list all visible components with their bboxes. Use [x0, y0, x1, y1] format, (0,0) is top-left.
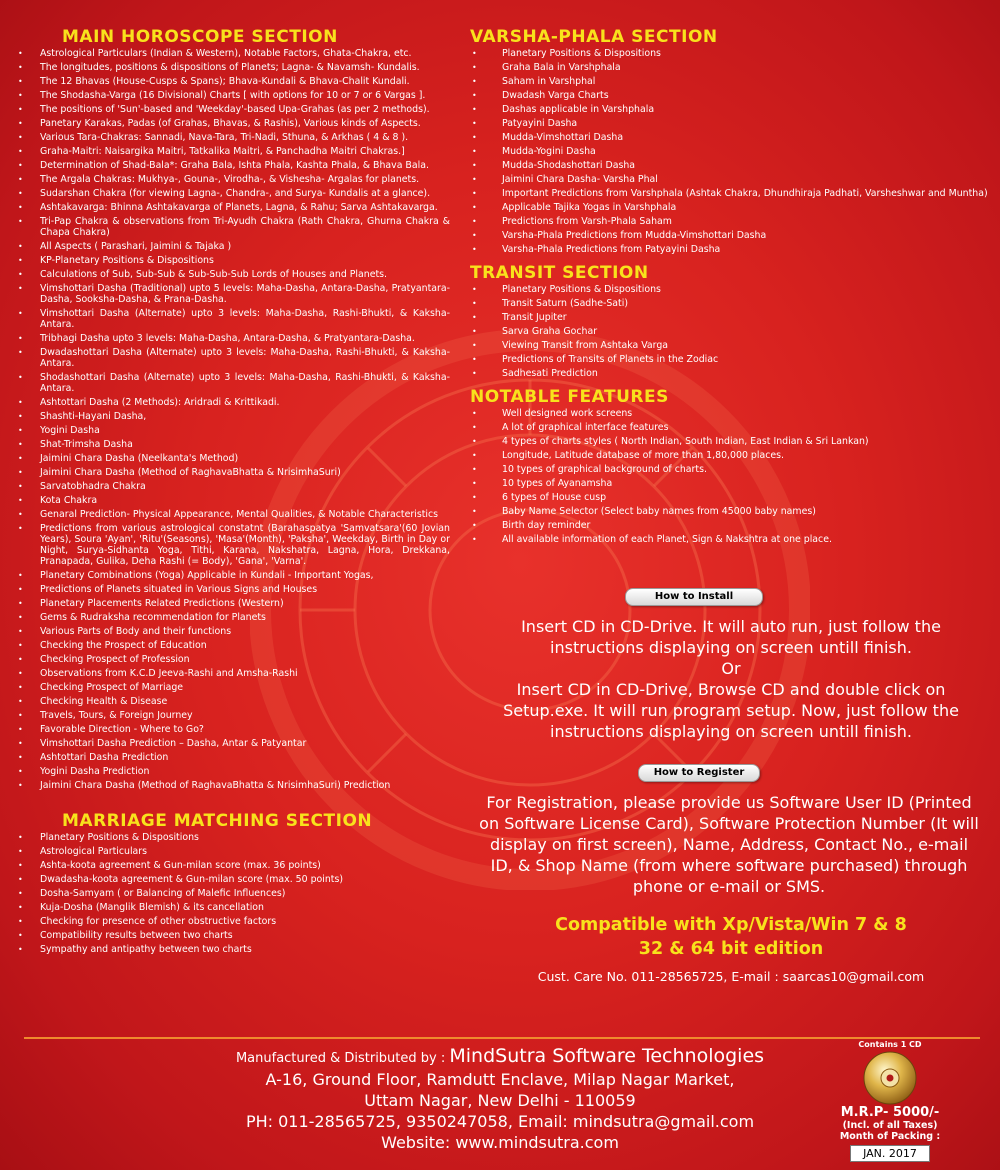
marriage-matching-item: • Kuja-Dosha (Manglik Blemish) & its cancellation: [14, 903, 450, 914]
compatibility-block: [470, 913, 992, 984]
marriage-matching-section: [14, 810, 450, 956]
main-horoscope-item: • Astrological Particulars (Indian & Western), Notable Factors, Ghata-Chakra, etc.: [14, 49, 450, 60]
address-line-2: Uttam Nagar, New Delhi - 110059: [364, 1091, 636, 1110]
notable-features-item: • 4 types of charts styles ( North Indian, South Indian, East Indian & Sri Lankan): [470, 437, 992, 448]
install-line-3: Insert CD in CD-Drive, Browse CD and double click on: [516, 680, 946, 700]
main-horoscope-item: • Various Tara-Chakras: Sannadi, Nava-Tara, Tri-Nadi, Sthuna, & Arkhas ( 4 & 8 ).: [14, 133, 450, 144]
main-horoscope-item: • Vimshottari Dasha (Traditional) upto 5 levels: Maha-Dasha, Antara-Dasha, Pratyantara-Dasha, Sooksha-Dasha, & Prana-Dasha.: [14, 284, 450, 306]
address-line-1: A-16, Ground Floor, Ramdutt Enclave, Milap Nagar Market,: [265, 1070, 735, 1089]
main-horoscope-item: • Vimshottari Dasha Prediction – Dasha, Antar & Patyantar: [14, 739, 450, 750]
main-horoscope-item: • Sarvatobhadra Chakra: [14, 482, 450, 493]
main-horoscope-item: • Planetary Placements Related Predictions (Western): [14, 599, 450, 610]
main-horoscope-item: • Checking Prospect of Marriage: [14, 683, 450, 694]
notable-features-item: • 6 types of House cusp: [470, 493, 992, 504]
marriage-matching-item: • Dwadasha-koota agreement & Gun-milan score (max. 50 points): [14, 875, 450, 886]
main-horoscope-section: [14, 26, 450, 792]
varsha-phala-item: • Mudda-Yogini Dasha: [470, 147, 992, 158]
main-horoscope-item: • Various Parts of Body and their functions: [14, 627, 450, 638]
main-horoscope-item: • Predictions of Planets situated in Various Signs and Houses: [14, 585, 450, 596]
install-line-1: Insert CD in CD-Drive. It will auto run, just follow the: [521, 617, 941, 637]
main-horoscope-item: • The positions of 'Sun'-based and 'Weekday'-based Upa-Grahas (as per 2 methods).: [14, 105, 450, 116]
notable-features-item: • A lot of graphical interface features: [470, 423, 992, 434]
main-horoscope-item: • Jaimini Chara Dasha (Method of RaghavaBhatta & NrisimhaSuri): [14, 468, 450, 479]
varsha-phala-item: • Predictions from Varsh-Phala Saham: [470, 217, 992, 228]
website: Website: www.mindsutra.com: [381, 1133, 619, 1152]
main-horoscope-item: • KP-Planetary Positions & Dispositions: [14, 256, 450, 267]
marriage-matching-item: • Sympathy and antipathy between two charts: [14, 945, 450, 956]
varsha-phala-section: [470, 26, 992, 256]
transit-item: • Predictions of Transits of Planets in the Zodiac: [470, 355, 992, 366]
main-horoscope-item: • The Shodasha-Varga (16 Divisional) Charts [ with options for 10 or 7 or 6 Vargas ].: [14, 91, 450, 102]
footer-publisher: [160, 1046, 840, 1153]
varsha-phala-item: • Varsha-Phala Predictions from Patyayini Dasha: [470, 245, 992, 256]
main-horoscope-list: [14, 49, 450, 792]
varsha-phala-item: • Saham in Varshphal: [470, 77, 992, 88]
install-line-5: instructions displaying on screen untill finish.: [550, 722, 912, 742]
main-horoscope-item: • Observations from K.C.D Jeeva-Rashi and Amsha-Rashi: [14, 669, 450, 680]
main-horoscope-item: • Tribhagi Dasha upto 3 levels: Maha-Dasha, Antara-Dasha, & Pratyantara-Dasha.: [14, 334, 450, 345]
marriage-matching-item: • Compatibility results between two charts: [14, 931, 450, 942]
varsha-phala-item: • Jaimini Chara Dasha- Varsha Phal: [470, 175, 992, 186]
footer-divider: [24, 1037, 980, 1039]
compat-os: Compatible with Xp/Vista/Win 7 & 8: [555, 915, 907, 936]
varsha-phala-item: • Patyayini Dasha: [470, 119, 992, 130]
cd-disc-icon: [862, 1050, 918, 1106]
transit-title: TRANSIT SECTION: [470, 263, 649, 284]
varsha-phala-list: [470, 49, 992, 256]
marriage-matching-item: • Astrological Particulars: [14, 847, 450, 858]
marriage-matching-title: MARRIAGE MATCHING SECTION: [62, 810, 373, 831]
phone-email: PH: 011-28565725, 9350247058, Email: mindsutra@gmail.com: [245, 1112, 755, 1131]
marriage-matching-item: • Checking for presence of other obstructive factors: [14, 917, 450, 928]
contains-cd: Contains 1 CD: [858, 1040, 922, 1049]
register-line-5: phone or e-mail or SMS.: [632, 877, 826, 897]
how-to-install-button: How to Install: [625, 588, 763, 606]
install-line-4: Setup.exe. It will run program setup. Now, just follow the: [503, 701, 959, 721]
main-horoscope-item: • Travels, Tours, & Foreign Journey: [14, 711, 450, 722]
transit-item: • Viewing Transit from Ashtaka Varga: [470, 341, 992, 352]
compat-bits: 32 & 64 bit edition: [638, 939, 824, 960]
install-line-2: instructions displaying on screen untill finish.: [550, 638, 912, 658]
left-column: [14, 26, 450, 959]
marriage-matching-item: • Ashta-koota agreement & Gun-milan score (max. 36 points): [14, 861, 450, 872]
main-horoscope-item: • Shodashottari Dasha (Alternate) upto 3 levels: Maha-Dasha, Rashi-Bhukti, & Kaksha-Antara.: [14, 373, 450, 395]
transit-list: [470, 285, 992, 380]
main-horoscope-item: • Shat-Trimsha Dasha: [14, 440, 450, 451]
mrp-price: M.R.P- 5000/-: [840, 1105, 940, 1120]
marriage-matching-item: • Planetary Positions & Dispositions: [14, 833, 450, 844]
main-horoscope-item: • Checking the Prospect of Education: [14, 641, 450, 652]
main-horoscope-item: • Ashtottari Dasha (2 Methods): Aridradi & Krittikadi.: [14, 398, 450, 409]
varsha-phala-item: • Varsha-Phala Predictions from Mudda-Vimshottari Dasha: [470, 231, 992, 242]
notable-features-title: NOTABLE FEATURES: [470, 387, 669, 408]
main-horoscope-item: • Gems & Rudraksha recommendation for Planets: [14, 613, 450, 624]
notable-features-item: • Baby Name Selector (Select baby names from 45000 baby names): [470, 507, 992, 518]
varsha-phala-item: • Planetary Positions & Dispositions: [470, 49, 992, 60]
main-horoscope-item: • Sudarshan Chakra (for viewing Lagna-, Chandra-, and Surya- Kundalis at a glance).: [14, 189, 450, 200]
how-to-register-button: How to Register: [638, 764, 760, 782]
main-horoscope-item: • Dwadashottari Dasha (Alternate) upto 3 levels: Maha-Dasha, Rashi-Bhukti, & Kaksha-Antara.: [14, 348, 450, 370]
transit-item: • Transit Jupiter: [470, 313, 992, 324]
notable-features-item: • Well designed work screens: [470, 409, 992, 420]
main-horoscope-item: • Calculations of Sub, Sub-Sub & Sub-Sub-Sub Lords of Houses and Planets.: [14, 270, 450, 281]
notable-features-list: [470, 409, 992, 546]
install-or: Or: [721, 659, 741, 679]
register-line-1: For Registration, please provide us Software User ID (Printed: [486, 793, 972, 813]
main-horoscope-item: • The Argala Chakras: Mukhya-, Gouna-, Virodha-, & Vishesha- Argalas for planets.: [14, 175, 450, 186]
right-column: [470, 26, 992, 984]
main-horoscope-item: • Checking Health & Disease: [14, 697, 450, 708]
transit-item: • Transit Saturn (Sadhe-Sati): [470, 299, 992, 310]
register-line-2: on Software License Card), Software Protection Number (It will: [479, 814, 979, 834]
main-horoscope-item: • Panetary Karakas, Padas (of Grahas, Bhavas, & Rashis), Various kinds of Aspects.: [14, 119, 450, 130]
mrp-taxes: (Incl. of all Taxes): [842, 1120, 938, 1131]
manufactured-label: Manufactured & Distributed by :: [235, 1051, 450, 1066]
transit-item: • Planetary Positions & Dispositions: [470, 285, 992, 296]
notable-features-item: • Longitude, Latitude database of more than 1,80,000 places.: [470, 451, 992, 462]
main-horoscope-item: • Checking Prospect of Profession: [14, 655, 450, 666]
main-horoscope-item: • The 12 Bhavas (House-Cusps & Spans); Bhava-Kundali & Bhava-Chalit Kundali.: [14, 77, 450, 88]
month-of-packing-label: Month of Packing :: [839, 1131, 941, 1142]
main-horoscope-item: • Yogini Dasha Prediction: [14, 767, 450, 778]
company-name: MindSutra Software Technologies: [449, 1045, 765, 1067]
transit-item: • Sadhesati Prediction: [470, 369, 992, 380]
varsha-phala-item: • Graha Bala in Varshphala: [470, 63, 992, 74]
marriage-matching-list: [14, 833, 450, 956]
main-horoscope-title: MAIN HOROSCOPE SECTION: [62, 27, 338, 47]
main-horoscope-item: • Graha-Maitri: Naisargika Maitri, Tatkalika Maitri, & Panchadha Maitri Chakras.]: [14, 147, 450, 158]
main-horoscope-item: • Shashti-Hayani Dasha,: [14, 412, 450, 423]
main-horoscope-item: • Yogini Dasha: [14, 426, 450, 437]
packing-info: [800, 1040, 980, 1162]
main-horoscope-item: • Tri-Pap Chakra & observations from Tri-Ayudh Chakra (Rath Chakra, Ghurna Chakra & Chapa Chakra): [14, 217, 450, 239]
main-horoscope-item: • Jaimini Chara Dasha (Method of RaghavaBhatta & NrisimhaSuri) Prediction: [14, 781, 450, 792]
varsha-phala-item: • Mudda-Shodashottari Dasha: [470, 161, 992, 172]
transit-section: [470, 262, 992, 380]
main-horoscope-item: • Kota Chakra: [14, 496, 450, 507]
varsha-phala-item: • Important Predictions from Varshphala (Ashtak Chakra, Dhundhiraja Padhati, Varsheshwar and Muntha): [470, 189, 992, 200]
varsha-phala-title: VARSHA-PHALA SECTION: [470, 27, 718, 47]
notable-features-item: • 10 types of graphical background of charts.: [470, 465, 992, 476]
varsha-phala-item: • Applicable Tajika Yogas in Varshphala: [470, 203, 992, 214]
main-horoscope-item: • Ashtakavarga: Bhinna Ashtakavarga of Planets, Lagna, & Rahu; Sarva Ashtakavarga.: [14, 203, 450, 214]
main-horoscope-item: • All Aspects ( Parashari, Jaimini & Tajaka ): [14, 242, 450, 253]
main-horoscope-item: • Predictions from various astrological constatnt (Barahaspatya 'Samvatsara'(60 Jovian Years), Soura 'Ayan', 'Ritu'(Seasons), 'Masa'(Month), 'Paksha', Weekday, Birth in Day or Night, Surya-Sidhanta Yoga, Tithi, Karana, Nakshatra, Lagna, Hora, Drekkana, Pranapada, Gulika, Deha Rashi (= Body), 'Gana', 'Varna'.: [14, 524, 450, 568]
main-horoscope-item: • Favorable Direction - Where to Go?: [14, 725, 450, 736]
transit-item: • Sarva Graha Gochar: [470, 327, 992, 338]
varsha-phala-item: • Dwadash Varga Charts: [470, 91, 992, 102]
main-horoscope-item: • Jaimini Chara Dasha (Neelkanta's Method): [14, 454, 450, 465]
notable-features-item: • Birth day reminder: [470, 521, 992, 532]
main-horoscope-item: • Vimshottari Dasha (Alternate) upto 3 levels: Maha-Dasha, Rashi-Bhukti, & Kaksha-Antara.: [14, 309, 450, 331]
customer-care: Cust. Care No. 011-28565725, E-mail : saarcas10@gmail.com: [537, 969, 925, 985]
notable-features-item: • All available information of each Planet, Sign & Nakshtra at one place.: [470, 535, 992, 546]
main-horoscope-item: • Planetary Combinations (Yoga) Applicable in Kundali - Important Yogas,: [14, 571, 450, 582]
main-horoscope-item: • Genaral Prediction- Physical Appearance, Mental Qualities, & Notable Characteristics: [14, 510, 450, 521]
register-block: [470, 764, 992, 897]
main-horoscope-item: • The longitudes, positions & dispositions of Planets; Lagna- & Navamsh- Kundalis.: [14, 63, 450, 74]
install-block: [470, 588, 992, 742]
marriage-matching-item: • Dosha-Samyam ( or Balancing of Malefic Influences): [14, 889, 450, 900]
varsha-phala-item: • Mudda-Vimshottari Dasha: [470, 133, 992, 144]
register-line-4: ID, & Shop Name (from where software purchased) through: [490, 856, 968, 876]
notable-features-section: [470, 386, 992, 546]
packing-date: JAN. 2017: [850, 1145, 930, 1162]
varsha-phala-item: • Dashas applicable in Varshphala: [470, 105, 992, 116]
main-horoscope-item: • Determination of Shad-Bala*: Graha Bala, Ishta Phala, Kashta Phala, & Bhava Bala.: [14, 161, 450, 172]
register-line-3: display on first screen), Name, Address, Contact No., e-mail: [489, 835, 969, 855]
notable-features-item: • 10 types of Ayanamsha: [470, 479, 992, 490]
main-horoscope-item: • Ashtottari Dasha Prediction: [14, 753, 450, 764]
